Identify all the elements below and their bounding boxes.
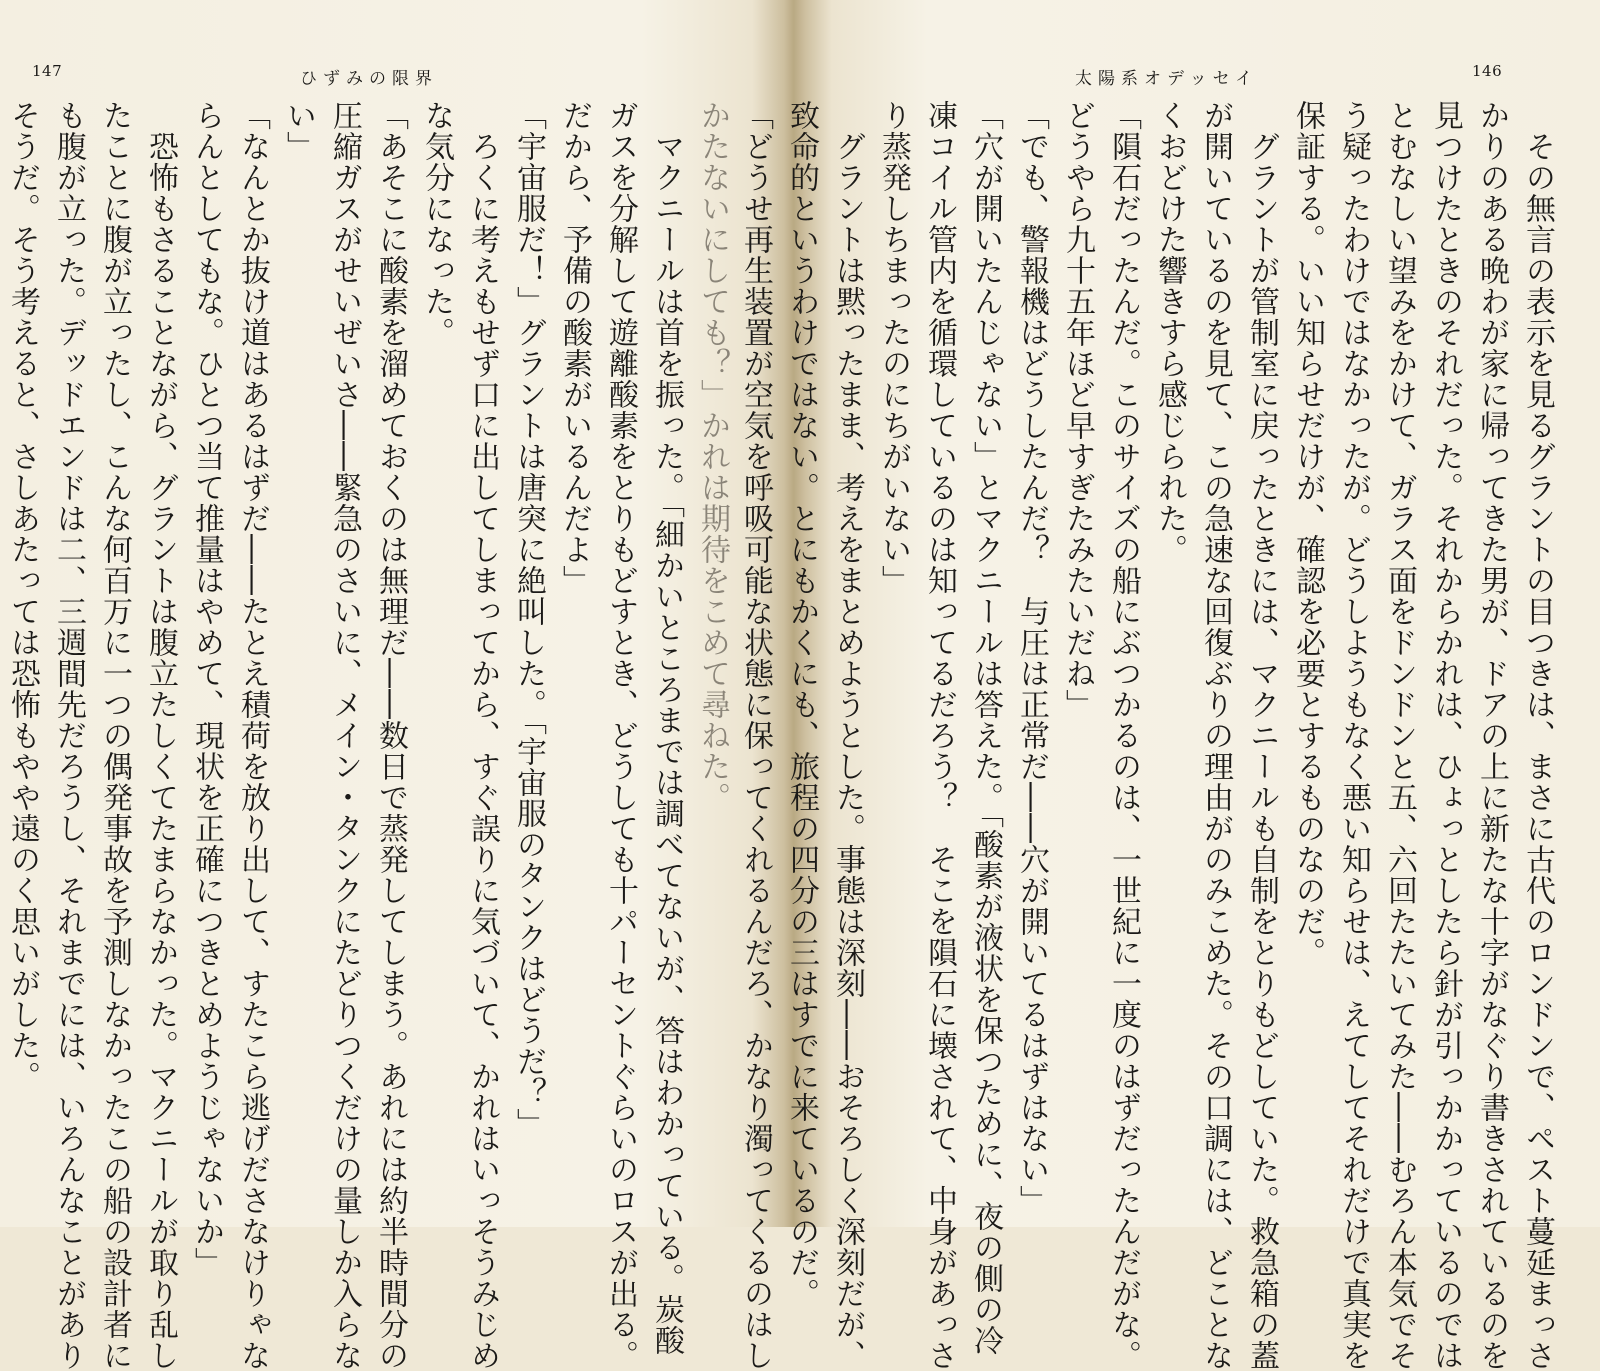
text-line: 「でも、警報機はどうしたんだ？ 与圧は正常だ――穴が開いてるはずはない」 [1014, 100, 1049, 1216]
text-line: 保証する。いい知らせだけが、確認を必要とするものなのだ。 [1290, 100, 1325, 968]
left-page [0, 0, 785, 1371]
text-line: 凍コイル管内を循環しているのは知ってるだろう？ そこを隕石に壊されて、中身があっさ [922, 100, 957, 1371]
page-body [5, 100, 735, 1371]
page-number: 146 [1472, 62, 1503, 80]
text-line: り蒸発しちまったのにちがいない」 [876, 100, 911, 596]
text-line: 「隕石だったんだ。このサイズの船にぶつかるのは、一世紀に一度のはずだったんだがな。 [1106, 100, 1141, 1371]
text-line: グラントが管制室に戻ったときには、マクニールも自制をとりもどしていた。救急箱の蓋 [1244, 100, 1279, 1371]
text-line: らんとしてもな。ひとつ当て推量はやめて、現状を正確につきとめようじゃないか」 [189, 100, 224, 1278]
text-line: 「なんとか抜け道はあるはずだ――たとえ積荷を放り出して、すたこら逃げださなけりゃな [235, 100, 270, 1371]
text-line: ろくに考えもせず口に出してしまってから、すぐ誤りに気づいて、かれはいっそうみじめ [465, 100, 500, 1371]
text-line: だから、予備の酸素がいるんだよ」 [557, 100, 592, 596]
text-line: う疑ったわけではなかったが。どうしようもなく悪い知らせは、えてしてそれだけで真実を [1336, 100, 1371, 1371]
text-line: も腹が立った。デッドエンドは二、三週間先だろうし、それまでには、いろんなことがあり [51, 100, 86, 1371]
running-head: 太陽系オデッセイ [1075, 69, 1259, 89]
text-line: 「穴が開いたんじゃない」とマクニールは答えた。「酸素が液状を保つために、夜の側の冷 [968, 100, 1003, 1356]
running-head: ひずみの限界 [300, 69, 438, 89]
right-page [738, 0, 1600, 1371]
text-line: 見つけたときのそれだった。それからかれは、ひょっとしたら針が引っかかっているのでは [1428, 100, 1463, 1371]
text-line: かりのある晩わが家に帰ってきた男が、ドアの上に新たな十字がなぐり書きされているのを [1474, 100, 1509, 1371]
text-line: 「宇宙服だ！」グラントは唐突に絶叫した。「宇宙服のタンクはどうだ？」 [511, 100, 546, 1139]
text-line: どうやら九十五年ほど早すぎたみたいだね」 [1060, 100, 1095, 720]
text-line: 恐怖もさることながら、グラントは腹立たしくてたまらなかった。マクニールが取り乱し [143, 100, 178, 1371]
page-body [738, 100, 1560, 1371]
text-line: が開いているのを見て、この急速な回復ぶりの理由がのみこめた。その口調には、どことな [1198, 100, 1233, 1371]
text-line: かたないにしても？」かれは期待をこめて尋ねた。 [695, 100, 730, 813]
text-line: たことに腹が立ったし、こんな何百万に一つの偶発事故を予測しなかったこの船の設計者に [97, 100, 132, 1371]
text-line: 「あそこに酸素を溜めておくのは無理だ――数日で蒸発してしまう。あれには約半時間分の [373, 100, 408, 1371]
text-line: い」 [281, 100, 316, 162]
text-line: グラントは黙ったまま、考えをまとめようとした。事態は深刻――おそろしく深刻だが、 [830, 100, 865, 1371]
page-number: 147 [32, 62, 63, 80]
text-line: 致命的というわけではない。とにもかくにも、旅程の四分の三はすでに来ているのだ。 [784, 100, 819, 1309]
text-line: ガスを分解して遊離酸素をとりもどすとき、どうしても十パーセントぐらいのロスが出る。 [603, 100, 638, 1371]
text-line: 圧縮ガスがせいぜいさ――緊急のさいに、メイン・タンクにたどりつくだけの量しか入らな [327, 100, 362, 1371]
text-line: な気分になった。 [419, 100, 454, 348]
text-line: 「どうせ再生装置が空気を呼吸可能な状態に保ってくれるんだろ、かなり濁ってくるのはし [738, 100, 773, 1371]
text-line: とむなしい望みをかけて、ガラス面をドンドンと五、六回たたいてみた――むろん本気でそ [1382, 100, 1417, 1371]
text-line: くおどけた響きすら感じられた。 [1152, 100, 1187, 565]
text-line: マクニールは首を振った。「細かいところまでは調べてないが、答はわかっている。炭酸 [649, 100, 684, 1356]
text-line: その無言の表示を見るグラントの目つきは、まさに古代のロンドンで、ペスト蔓延まっさ [1520, 100, 1555, 1371]
text-line: そうだ。そう考えると、さしあたっては恐怖もやや遠のく思いがした。 [5, 100, 40, 1092]
